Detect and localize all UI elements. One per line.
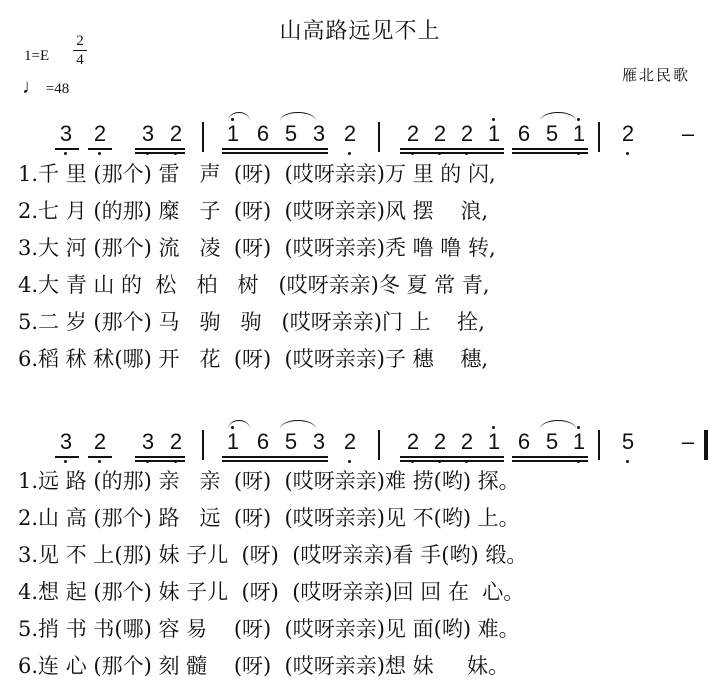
note: 6 <box>517 429 531 454</box>
note: 3 <box>312 121 326 146</box>
note: 2 <box>433 429 447 454</box>
note: 5 <box>545 121 559 146</box>
lyric-line: 4.想 起 (那个) 妹 子儿 (呀) (哎呀亲亲)回 回 在 心。 <box>18 580 525 604</box>
beam-line <box>88 456 112 458</box>
note: 1 <box>487 121 501 146</box>
lyric-line: 3.大 河 (那个) 流 凌 (呀) (哎呀亲亲)秃 噜 噜 转, <box>18 236 496 260</box>
beam-line <box>55 456 79 458</box>
song-title: 山高路远见不上 <box>279 19 441 44</box>
note: 6 <box>256 429 270 454</box>
rhythm-dot <box>626 460 629 463</box>
key-signature: 1=E <box>24 48 50 64</box>
note: 6 <box>256 121 270 146</box>
note: 2 <box>93 121 107 146</box>
note: 1 <box>572 429 586 454</box>
rhythm-dot <box>626 152 629 155</box>
beam-line <box>400 460 504 462</box>
note: 2 <box>93 429 107 454</box>
beam-line <box>88 148 112 150</box>
bar-line <box>202 430 204 460</box>
time-top: 2 <box>76 33 84 49</box>
note: 3 <box>59 429 73 454</box>
beam-line <box>512 148 588 150</box>
note: 6 <box>517 121 531 146</box>
note: 2 <box>343 121 357 146</box>
note: 2 <box>343 429 357 454</box>
note: 2 <box>460 429 474 454</box>
fraction-bar <box>73 50 87 51</box>
rhythm-dot <box>98 152 101 155</box>
note: 2 <box>406 429 420 454</box>
beam-line <box>400 456 504 458</box>
slur-mark <box>280 420 316 429</box>
note: 1 <box>572 121 586 146</box>
note: 2 <box>460 121 474 146</box>
note: 3 <box>141 429 155 454</box>
note: 5 <box>621 429 635 454</box>
time-signature <box>72 32 88 69</box>
rhythm-dot <box>64 152 67 155</box>
note: 3 <box>141 121 155 146</box>
time-bottom: 4 <box>76 52 84 68</box>
octave-dot-above <box>492 426 495 429</box>
final-bar-line <box>704 430 708 460</box>
lyric-line: 6.连 心 (那个) 刻 髓 (呀) (哎呀亲亲)想 妹 妹。 <box>18 654 509 678</box>
beam-line <box>512 460 588 462</box>
slur-mark <box>280 112 316 121</box>
beam-line <box>512 152 588 154</box>
lyric-line: 2.七 月 (的那) 糜 子 (呀) (哎呀亲亲)风 摆 浪, <box>18 199 488 223</box>
note: 2 <box>169 121 183 146</box>
beam-line <box>222 152 328 154</box>
beam-line <box>135 152 185 154</box>
slur-mark <box>540 420 576 429</box>
beam-line <box>55 148 79 150</box>
octave-dot-above <box>577 426 580 429</box>
bar-line <box>378 122 380 152</box>
bar-line <box>378 430 380 460</box>
note: 2 <box>621 121 635 146</box>
note: – <box>681 121 695 146</box>
octave-dot-above <box>492 118 495 121</box>
note-row <box>0 430 720 464</box>
lyric-line: 2.山 高 (那个) 路 远 (呀) (哎呀亲亲)见 不(哟) 上。 <box>18 506 520 530</box>
beam-line <box>400 148 504 150</box>
rhythm-dot <box>64 460 67 463</box>
rhythm-dot <box>348 152 351 155</box>
note: 2 <box>169 429 183 454</box>
note: 1 <box>226 121 240 146</box>
beam-line <box>135 456 185 458</box>
note: 3 <box>59 121 73 146</box>
note: – <box>681 429 695 454</box>
lyric-line: 1.千 里 (那个) 雷 声 (呀) (哎呀亲亲)万 里 的 闪, <box>18 162 496 186</box>
note: 2 <box>406 121 420 146</box>
lyric-line: 6.稻 秫 秫(哪) 开 花 (呀) (哎呀亲亲)子 穗 穗, <box>18 347 488 371</box>
tempo-mark <box>22 76 69 99</box>
lyric-line: 4.大 青 山 的 松 柏 树 (哎呀亲亲)冬 夏 常 青, <box>18 273 490 297</box>
rhythm-dot <box>98 460 101 463</box>
beam-line <box>135 148 185 150</box>
octave-dot-above <box>577 118 580 121</box>
slur-mark <box>540 112 576 121</box>
lyric-line: 5.捎 书 书(哪) 容 易 (呀) (哎呀亲亲)见 面(哟) 难。 <box>18 617 520 641</box>
lyric-line: 5.二 岁 (那个) 马 驹 驹 (哎呀亲亲)门 上 拴, <box>18 310 485 334</box>
beam-line <box>400 152 504 154</box>
note: 3 <box>312 429 326 454</box>
beam-line <box>222 460 328 462</box>
bar-line <box>202 122 204 152</box>
tempo-value: =48 <box>45 81 70 97</box>
lyric-line: 3.见 不 上(那) 妹 子儿 (呀) (哎呀亲亲)看 手(哟) 缎。 <box>18 543 528 567</box>
bar-line <box>598 430 600 460</box>
slur-mark <box>228 420 250 429</box>
quarter-note-icon: ♩ <box>22 76 42 98</box>
lyric-line: 1.远 路 (的那) 亲 亲 (呀) (哎呀亲亲)难 捞(哟) 探。 <box>18 469 520 493</box>
note: 5 <box>284 121 298 146</box>
rhythm-dot <box>348 460 351 463</box>
beam-line <box>512 456 588 458</box>
note: 1 <box>226 429 240 454</box>
bar-line <box>598 122 600 152</box>
note: 5 <box>284 429 298 454</box>
slur-mark <box>228 112 250 121</box>
note: 1 <box>487 429 501 454</box>
note: 5 <box>545 429 559 454</box>
note: 2 <box>433 121 447 146</box>
note-row <box>0 122 720 156</box>
beam-line <box>222 456 328 458</box>
composer: 雁北民歌 <box>621 66 690 84</box>
beam-line <box>222 148 328 150</box>
beam-line <box>135 460 185 462</box>
